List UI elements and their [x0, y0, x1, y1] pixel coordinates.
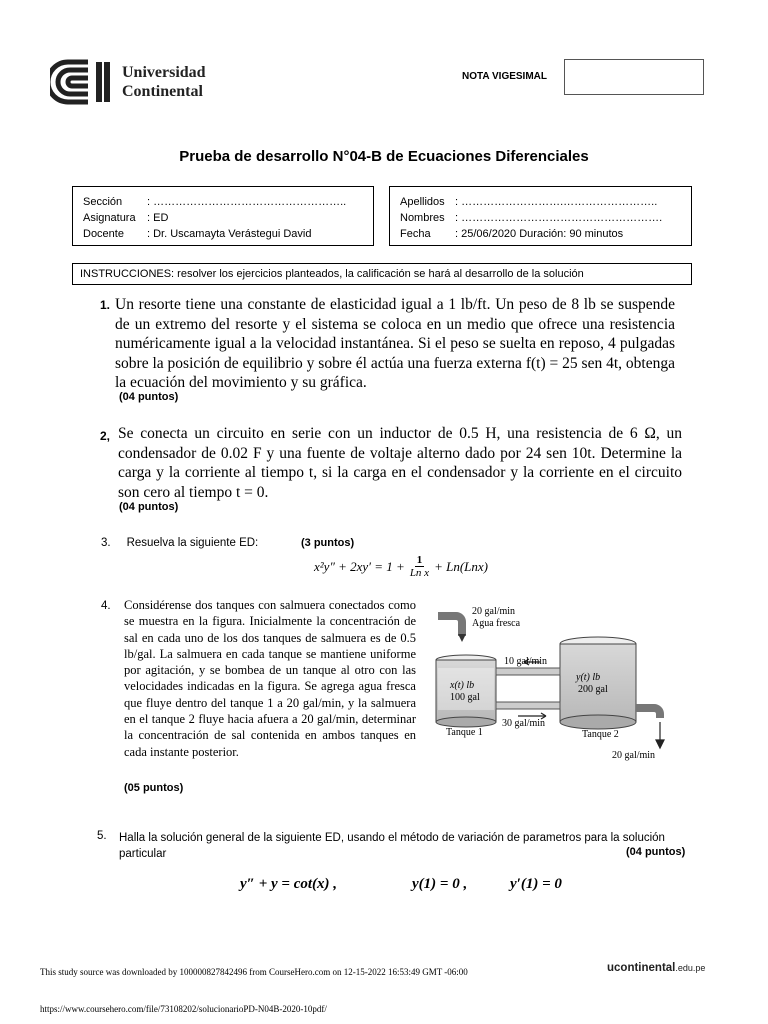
problem-3-points: (3 puntos)	[301, 537, 355, 549]
brand-suffix: .edu.pe	[675, 963, 706, 973]
fraction-denominator: Ln x	[409, 567, 430, 579]
bottom-pipe	[496, 702, 560, 709]
names-key: Nombres	[400, 212, 445, 224]
grade-box[interactable]	[564, 59, 704, 95]
subject-key: Asignatura	[83, 212, 136, 224]
problem-3-equation	[314, 554, 488, 579]
page-title: Prueba de desarrollo N°04-B de Ecuaciones Diferenciales	[179, 148, 589, 165]
instructions: INSTRUCCIONES: resolver los ejercicios planteados, la calificación se hará al desarrollo de la solución	[72, 263, 692, 285]
initial-condition-1: y(1) = 0 ,	[412, 876, 468, 892]
top-pipe	[496, 668, 560, 675]
course-info-box	[72, 186, 374, 246]
source-url[interactable]: https://www.coursehero.com/file/73108202/solucionarioPD-N04B-2020-10pdf/	[40, 1004, 327, 1014]
subject-value: : ED	[147, 212, 169, 224]
problem-5-points: (04 puntos)	[626, 846, 686, 858]
problem-4-number: 4.	[101, 600, 111, 612]
teacher-value: : Dr. Uscamayta Verástegui David	[147, 228, 312, 240]
outflow-arrow	[656, 722, 664, 748]
tank-1-label: Tanque 1	[446, 727, 483, 738]
inflow-label: Agua fresca	[472, 618, 521, 629]
initial-condition-2: y′(1) = 0	[510, 876, 562, 892]
problem-1-text: Un resorte tiene una constante de elasticidad igual a 1 lb/ft. Un peso de 8 lb se suspende de un extremo del resorte y el sistema se coloca en un medio que ofrece una resistencia numéricamente igual a la velocidad instantánea. Si el peso se suelta en reposo, 4 pulgadas sobre la posición de equilibrio y sobre él actúa una fuerza externa f(t) = 25 sen 4t, obtenga la ecuación del movimiento y su gráfica.	[115, 296, 675, 391]
top-pipe-rate: 10 gal/min	[504, 656, 548, 667]
date-value: : 25/06/2020 Duración: 90 minutos	[455, 228, 624, 240]
brand-name: ucontinental	[607, 962, 676, 974]
tank-1-content: x(t) lb	[450, 680, 475, 691]
problem-5-text: Halla la solución general de la siguiente ED, usando el método de variación de parametros para la solución particular	[119, 832, 665, 860]
ode: y″ + y = cot(x) ,	[240, 876, 338, 892]
problem-2-text: Se conecta un circuito en serie con un inductor de 0.5 H, una resistencia de 6 Ω, un condensador de 0.02 F y una fuente de voltaje alterno dado por 24 sen 10t. Determine la carga y la corriente al tiempo t, si la carga en el condensador y la corriente en el circuito son cero al tiempo t = 0.	[118, 425, 682, 501]
surname-value: : ……………………….……………………..	[455, 196, 658, 208]
inflow-pipe	[438, 616, 462, 636]
tank-2	[560, 644, 636, 722]
tank-2-content: y(t) lb	[576, 672, 601, 683]
tanks-diagram	[428, 602, 678, 772]
fraction-numerator: 1	[416, 554, 423, 566]
university-name: Universidad Continental	[122, 64, 206, 100]
equation-right: + Ln(Lnx)	[434, 558, 488, 574]
grade-label: NOTA VIGESIMAL	[462, 71, 547, 82]
problem-2-points: (04 puntos)	[119, 501, 179, 513]
download-notice: This study source was downloaded by 100000827842496 from CourseHero.com on 12-15-2022 16:53:49 GMT -06:00	[40, 967, 468, 977]
fraction	[408, 554, 431, 579]
teacher-key: Docente	[83, 228, 124, 240]
tank-2-volume: 200 gal	[578, 684, 608, 695]
problem-5-number: 5.	[97, 830, 107, 842]
bottom-pipe-rate: 30 gal/min	[502, 718, 546, 729]
tank-1-volume: 100 gal	[450, 692, 480, 703]
tank-2-label: Tanque 2	[582, 729, 619, 740]
problem-3-text: 3. Resuelva la siguiente ED:	[101, 537, 259, 549]
student-info-box	[389, 186, 692, 246]
section-key: Sección	[83, 196, 123, 208]
section-value: : ……………………………………………..	[147, 196, 347, 208]
names-value: : ……………………………………………….	[455, 212, 663, 224]
problem-1-number: 1.	[100, 298, 111, 312]
problem-1-points: (04 puntos)	[119, 391, 179, 403]
outflow-pipe	[636, 708, 660, 718]
surname-key: Apellidos	[400, 196, 445, 208]
inflow-rate: 20 gal/min	[472, 606, 516, 617]
equation-left: x²y″ + 2xy′ = 1 +	[314, 558, 405, 574]
problem-2-number: 2,	[100, 429, 111, 443]
date-key: Fecha	[400, 228, 431, 240]
inflow-arrow	[458, 634, 466, 642]
outflow-rate: 20 gal/min	[612, 750, 656, 761]
problem-4-text: Considérense dos tanques con salmuera conectados como se muestra en la figura. Inicialmente la concentración de sal en cada uno de los dos tanques de salmuera es de 0.5 lb/gal. La salmuera en cada tanque se mantiene uniforme por agitación, y se bombea de un tanque al otro con las velocidades indicadas en la figura. Se agrega agua fresca que fluye dentro del tanque 1 a 20 gal/min, y la salmuera en el tanque 2 fluye hacia afuera a 20 gal/min, determinar la concentración de sal contenida en ambos tanques en cada instante posterior.	[124, 598, 416, 759]
problem-4-points: (05 puntos)	[124, 782, 184, 794]
footer-brand	[607, 962, 705, 974]
